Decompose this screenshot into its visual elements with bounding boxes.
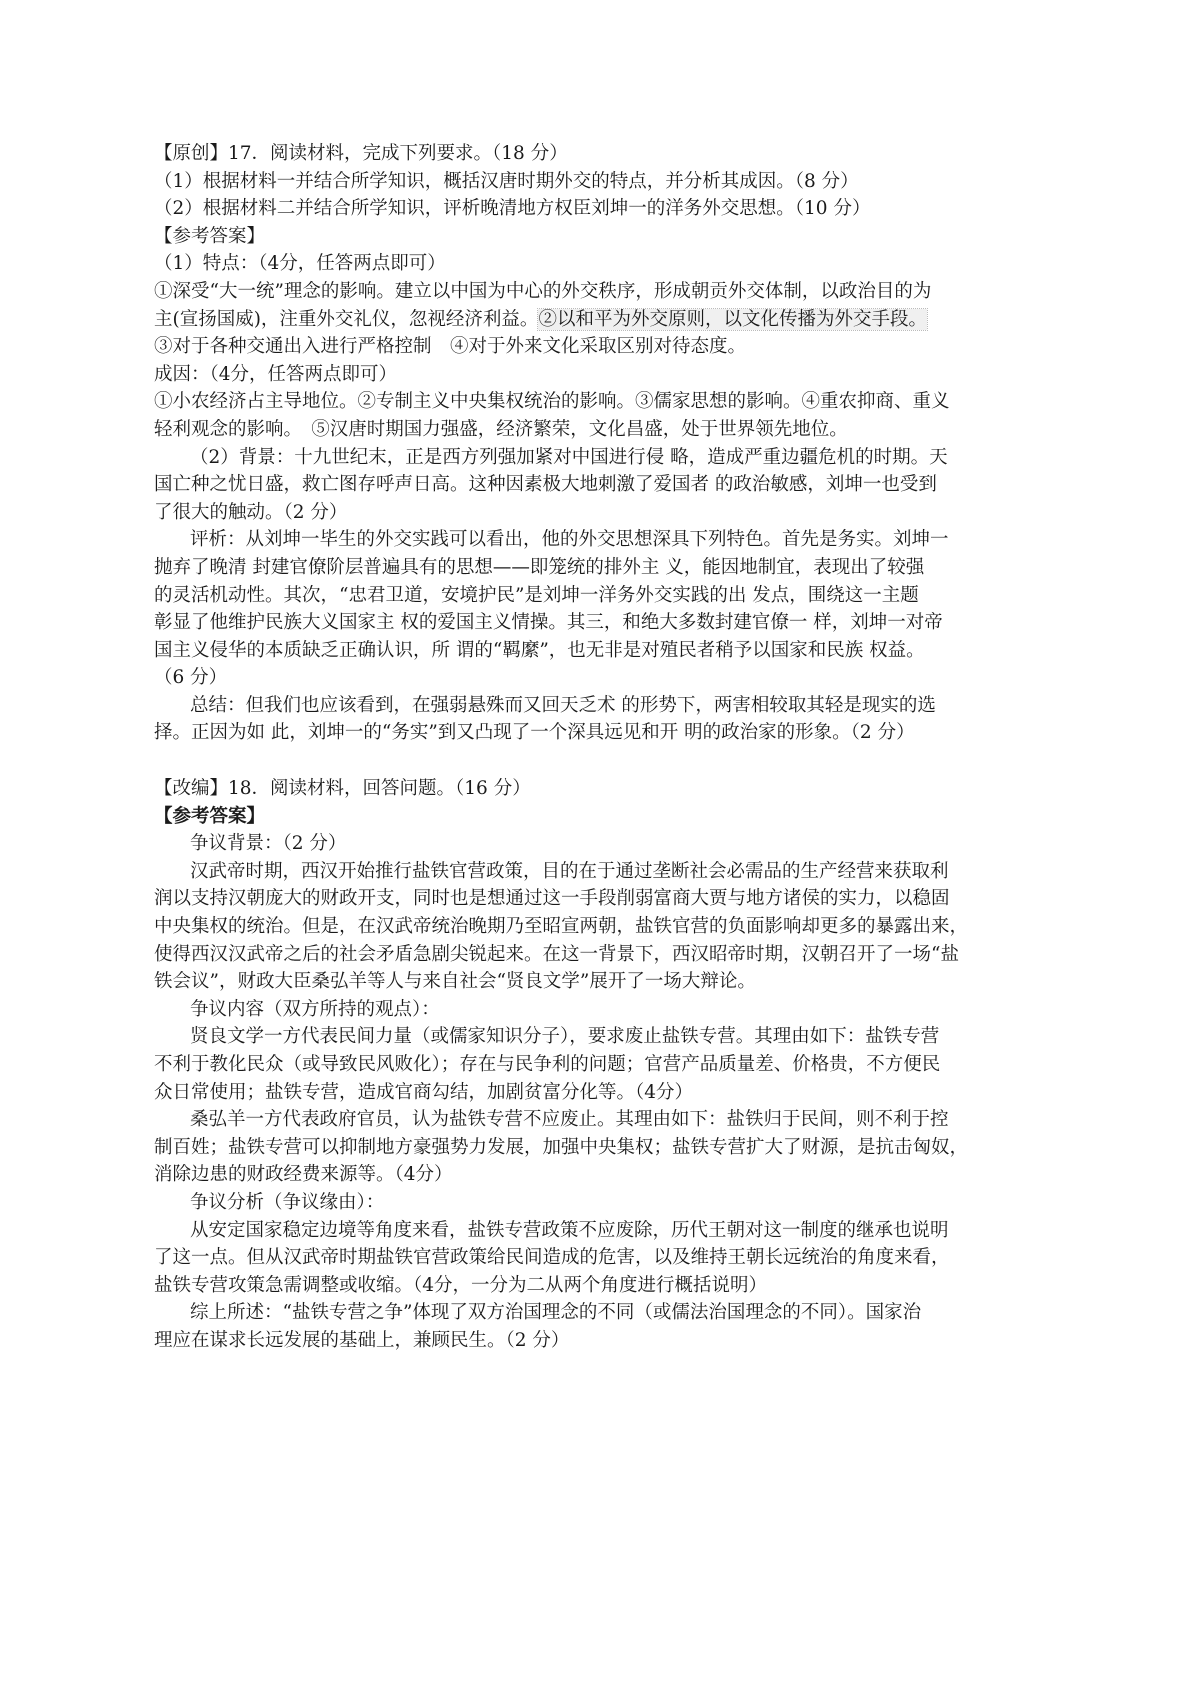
q18-analysis-line: 从安定国家稳定边境等角度来看，盐铁专营政策不应废除，历代王朝对这一制度的继承也说明 bbox=[190, 1219, 949, 1241]
q18-answer-header: 【参考答案】 bbox=[154, 805, 266, 827]
q18-sanghongyang-line: 桑弘羊一方代表政府官员，认为盐铁专营不应废止。其理由如下：盐铁归于民间，则不利于控 bbox=[190, 1109, 949, 1131]
q17-causes-title: 成因：（4分，任答两点即可） bbox=[154, 363, 398, 385]
q17-answer-header: 【参考答案】 bbox=[154, 225, 266, 247]
q17-background-line: 了很大的触动。（2 分） bbox=[154, 501, 348, 523]
q17-evaluation-line: 彰显了他维护民族大义国家主 权的爱国主义情操。其三，和绝大多数封建官僚一 样，刘坤一对帝 bbox=[154, 612, 943, 634]
q18-xianliang-line: 众日常使用；盐铁专营，造成官商勾结，加剧贫富分化等。（4分） bbox=[154, 1081, 694, 1103]
q18-xianliang-line: 贤良文学一方代表民间力量（或儒家知识分子），要求废止盐铁专营。其理由如下：盐铁专营 bbox=[190, 1026, 940, 1048]
q17-evaluation-line: 评析：从刘坤一毕生的外交实践可以看出，他的外交思想深具下列特色。首先是务实。刘坤一 bbox=[190, 529, 949, 551]
q17-causes-line: ①小农经济占主导地位。②专制主义中央集权统治的影响。③儒家思想的影响。④重农抑商、重义 bbox=[154, 391, 950, 413]
q18-analysis-line: 盐铁专营攻策急需调整或收缩。（4分，一分为二从两个角度进行概括说明） bbox=[154, 1274, 768, 1296]
q17-features-highlight: ②以和平为外交原则，以文化传播为外交手段。 bbox=[538, 308, 927, 330]
q17-part1-prompt: （1）根据材料一并结合所学知识，概括汉唐时期外交的特点，并分析其成因。（8 分） bbox=[154, 170, 859, 192]
q17-features-title: （1）特点：（4分，任答两点即可） bbox=[154, 253, 446, 275]
q17-background-line: 国亡种之忧日盛，救亡图存呼声日高。这种因素极大地刺激了爱国者 的政治敏感，刘坤一也受到 bbox=[154, 474, 937, 496]
q17-header: 【原创】17．阅读材料，完成下列要求。（18 分） bbox=[154, 143, 568, 164]
q17-features-line bbox=[154, 306, 1054, 334]
q18-summary-line: 理应在谋求长远发展的基础上，兼顾民生。（2 分） bbox=[154, 1329, 570, 1351]
q18-analysis-title: 争议分析（争议缘由）： bbox=[190, 1191, 385, 1213]
q18-background-line: 使得西汉汉武帝之后的社会矛盾急剧尖锐起来。在这一背景下，西汉昭帝时期，汉朝召开了一场“盐 bbox=[154, 943, 959, 965]
q17-causes-line: 轻利观念的影响。 ⑤汉唐时期国力强盛，经济繁荣，文化昌盛，处于世界领先地位。 bbox=[154, 418, 848, 440]
q17-part2-prompt: （2）根据材料二并结合所学知识，评析晚清地方权臣刘坤一的洋务外交思想。（10 分） bbox=[154, 198, 871, 220]
q18-background-line: 中央集权的统治。但是，在汉武帝统治晚期乃至昭宣两朝，盐铁官营的负面影响却更多的暴露出来， bbox=[154, 916, 969, 938]
q18-analysis-line: 了这一点。但从汉武帝时期盐铁官营政策给民间造成的危害，以及维持王朝长远统治的角度来看， bbox=[154, 1247, 950, 1269]
q17-summary-line: 总结：但我们也应该看到，在强弱悬殊而又回天乏术 的形势下，两害相较取其轻是现实的选 bbox=[190, 694, 936, 716]
q17-features-text: 主(宣扬国威)，注重外交礼仪，忽视经济利益。 bbox=[154, 308, 539, 330]
q17-evaluation-line: 国主义侵华的本质缺乏正确认识，所 谓的“羁縻”，也无非是对殖民者稍予以国家和民族 权益。 bbox=[154, 639, 925, 661]
q18-header: 【改编】18．阅读材料，回答问题。（16 分） bbox=[154, 778, 531, 800]
q18-background-line: 铁会议”，财政大臣桑弘羊等人与来自社会“贤良文学”展开了一场大辩论。 bbox=[154, 971, 756, 993]
q18-xianliang-line: 不利于教化民众（或导致民风败化）；存在与民争利的问题；官营产品质量差、价格贵，不方便民 bbox=[154, 1054, 941, 1075]
q17-evaluation-line: （6 分） bbox=[154, 667, 228, 689]
q18-sanghongyang-line: 制百姓；盐铁专营可以抑制地方豪强势力发展，加强中央集权；盐铁专营扩大了财源，是抗击匈奴， bbox=[154, 1136, 969, 1158]
q17-summary-line: 择。正因为如 此，刘坤一的“务实”到又凸现了一个深具远见和开 明的政治家的形象。（2 分） bbox=[154, 722, 915, 744]
section-gap bbox=[154, 747, 1054, 775]
q18-background-line: 汉武帝时期，西汉开始推行盐铁官营政策，目的在于通过垄断社会必需品的生产经营来获取利 bbox=[190, 860, 949, 882]
q17-features-line: ①深受“大一统”理念的影响。建立以中国为中心的外交秩序，形成朝贡外交体制，以政治目的为 bbox=[154, 280, 932, 302]
q18-summary-line: 综上所述：“盐铁专营之争”体现了双方治国理念的不同（或儒法治国理念的不同）。国家治 bbox=[190, 1302, 922, 1324]
document-page bbox=[154, 140, 1054, 1355]
q17-features-line: ③对于各种交通出入进行严格控制 ④对于外来文化采取区别对待态度。 bbox=[154, 336, 747, 358]
q17-evaluation-line: 的灵活机动性。其次，“忠君卫道，安境护民”是刘坤一洋务外交实践的出 发点，围绕这一主题 bbox=[154, 584, 919, 606]
q18-sanghongyang-line: 消除边患的财政经费来源等。（4分） bbox=[154, 1164, 453, 1186]
q18-background-title: 争议背景：（2 分） bbox=[190, 833, 347, 855]
q17-evaluation-line: 抛弃了晚清 封建官僚阶层普遍具有的思想——即笼统的排外主 义，能因地制宜，表现出了较强 bbox=[154, 556, 925, 578]
q18-background-line: 润以支持汉朝庞大的财政开支，同时也是想通过这一手段削弱富商大贾与地方诸侯的实力，以稳固 bbox=[154, 888, 950, 910]
q17-background-line: （2）背景：十九世纪末，正是西方列强加紧对中国进行侵 略，造成严重边疆危机的时期。天 bbox=[190, 446, 948, 468]
q18-content-title: 争议内容（双方所持的观点）： bbox=[190, 998, 440, 1020]
